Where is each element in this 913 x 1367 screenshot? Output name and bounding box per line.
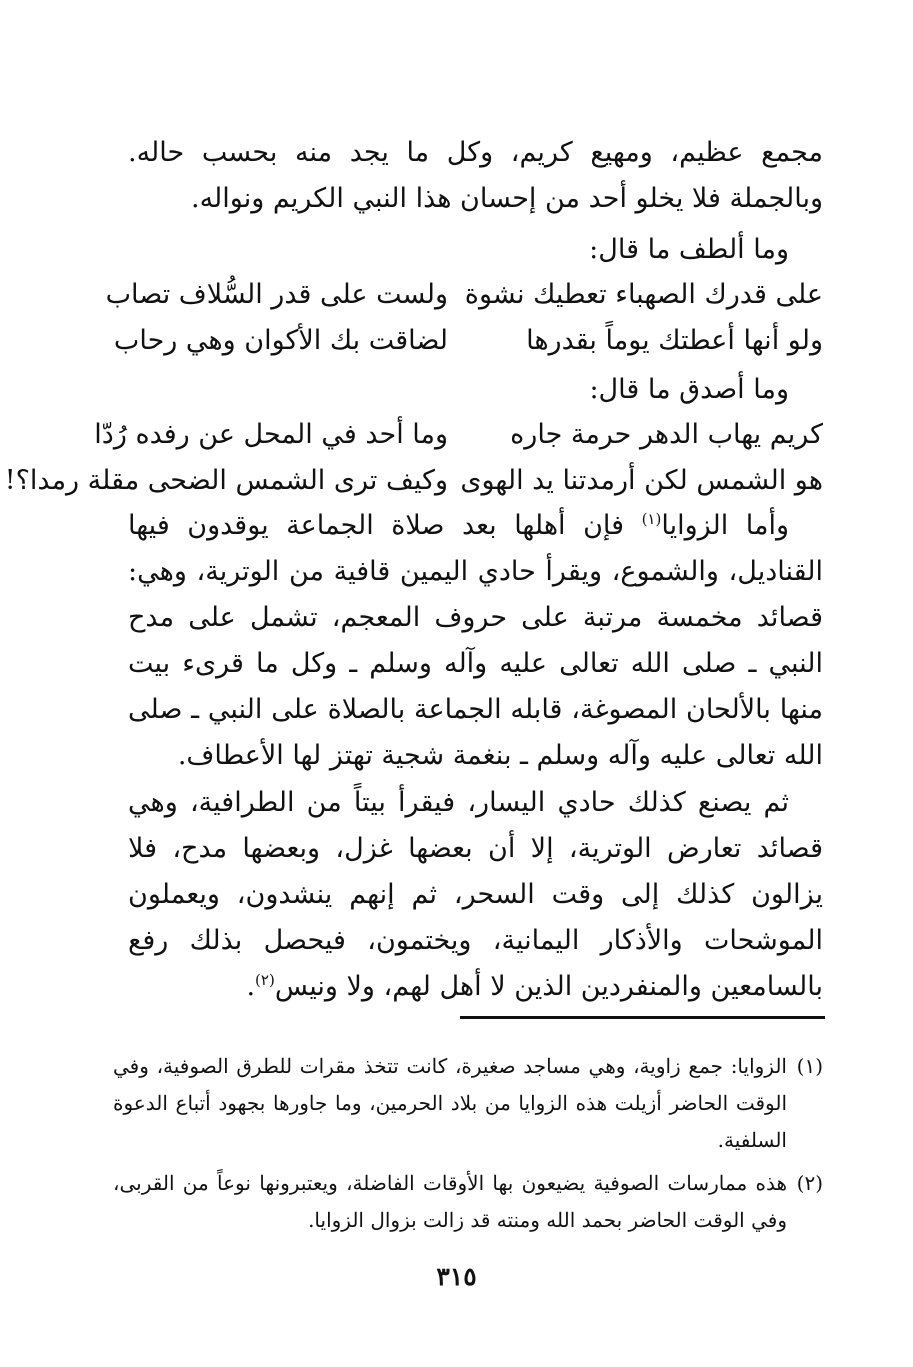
footnotes-section xyxy=(113,1048,823,1245)
poem-hemistich-left: لضاقت بك الأكوان وهي رحاب xyxy=(113,325,448,356)
poem-line-1 xyxy=(105,272,823,318)
poem-line-2 xyxy=(113,318,823,364)
poem-hemistich-right: كريم يهاب الدهر حرمة جاره xyxy=(510,419,823,450)
poem-hemistich-left: وكيف ترى الشمس الضحى مقلة رمدا؟! xyxy=(4,465,448,496)
page-number: ٣١٥ xyxy=(436,1262,477,1291)
footnote-1 xyxy=(113,1048,823,1159)
poem-hemistich-left: وما أحد في المحل عن رفده رُدّا xyxy=(94,419,448,450)
paragraph-second-quote-intro: وما أصدق ما قال: xyxy=(589,374,789,405)
paragraph-first-quote-intro: وما ألطف ما قال: xyxy=(589,234,789,265)
footnote-reference-2: (٢) xyxy=(255,971,275,989)
paragraph-tarafiya xyxy=(128,780,823,1010)
paragraph-zawaya xyxy=(128,503,823,779)
paragraph-intro: مجمع عظيم، ومهيع كريم، وكل ما يجد منه بحسب حاله. وبالجملة فلا يخلو أحد من إحسان هذا النبي الكريم ونواله. xyxy=(128,137,823,214)
paragraph-text-rest: فإن أهلها بعد صلاة الجماعة يوقدون فيها القناديل، والشموع، ويقرأ حادي اليمين قافية من الوترية، وهي: قصائد مخمسة مرتبة على حروف المعجم، تشمل على مدح النبي ـ صلى الله تعالى عليه وآله وسلم ـ وكل ما قرىء بيت منها بالألحان المصوغة، قابله الجماعة بالصلاة على النبي ـ صلى الله تعالى عليه وآله وسلم ـ بنغمة شجية تهتز لها الأعطاف. xyxy=(128,510,823,771)
poem-line-4 xyxy=(4,458,823,504)
paragraph-text-start: وأما الزوايا xyxy=(661,510,789,541)
footnote-number: (٢) xyxy=(796,1171,823,1195)
footnote-reference-1: (١) xyxy=(641,510,662,528)
poem-verses-second xyxy=(4,412,823,504)
poem-line-3 xyxy=(94,412,823,458)
poem-hemistich-right: على قدرك الصهباء تعطيك نشوة xyxy=(464,279,823,310)
footnote-text: الزوايا: جمع زاوية، وهي مساجد صغيرة، كانت تتخذ مقرات للطرق الصوفية، وفي الوقت الحاضر أزيلت هذه الزوايا من بلاد الحرمين، وما جاورها بجهود أتباع الدعوة السلفية. xyxy=(113,1054,787,1152)
footnote-text: هذه ممارسات الصوفية يضيعون بها الأوقات الفاضلة، ويعتبرونها نوعاً من القربى، وفي الوقت الحاضر بحمد الله ومنته قد زالت بزوال الزوايا. xyxy=(113,1171,787,1232)
footnote-2 xyxy=(113,1165,823,1239)
footnote-separator-line xyxy=(460,1016,825,1019)
paragraph-end-punctuation: . xyxy=(246,971,256,1002)
poem-hemistich-left: ولست على قدر السُّلاف تصاب xyxy=(105,279,448,310)
poem-hemistich-right: هو الشمس لكن أرمدتنا يد الهوى xyxy=(460,465,823,496)
footnote-number: (١) xyxy=(796,1054,823,1078)
poem-verses-first xyxy=(105,272,823,364)
poem-hemistich-right: ولو أنها أعطتك يوماً بقدرها xyxy=(526,325,823,356)
paragraph-text-main: ثم يصنع كذلك حادي اليسار، فيقرأ بيتاً من الطرافية، وهي قصائد تعارض الوترية، إلا أن بعضها غزل، وبعضها مدح، فلا يزالون كذلك إلى وقت السحر، ثم إنهم ينشدون، ويعملون الموشحات والأذكار اليمانية، ويختمون، فيحصل بذلك رفع بالسامعين والمنفردين الذين لا أهل لهم، ولا ونيس xyxy=(128,787,823,1002)
